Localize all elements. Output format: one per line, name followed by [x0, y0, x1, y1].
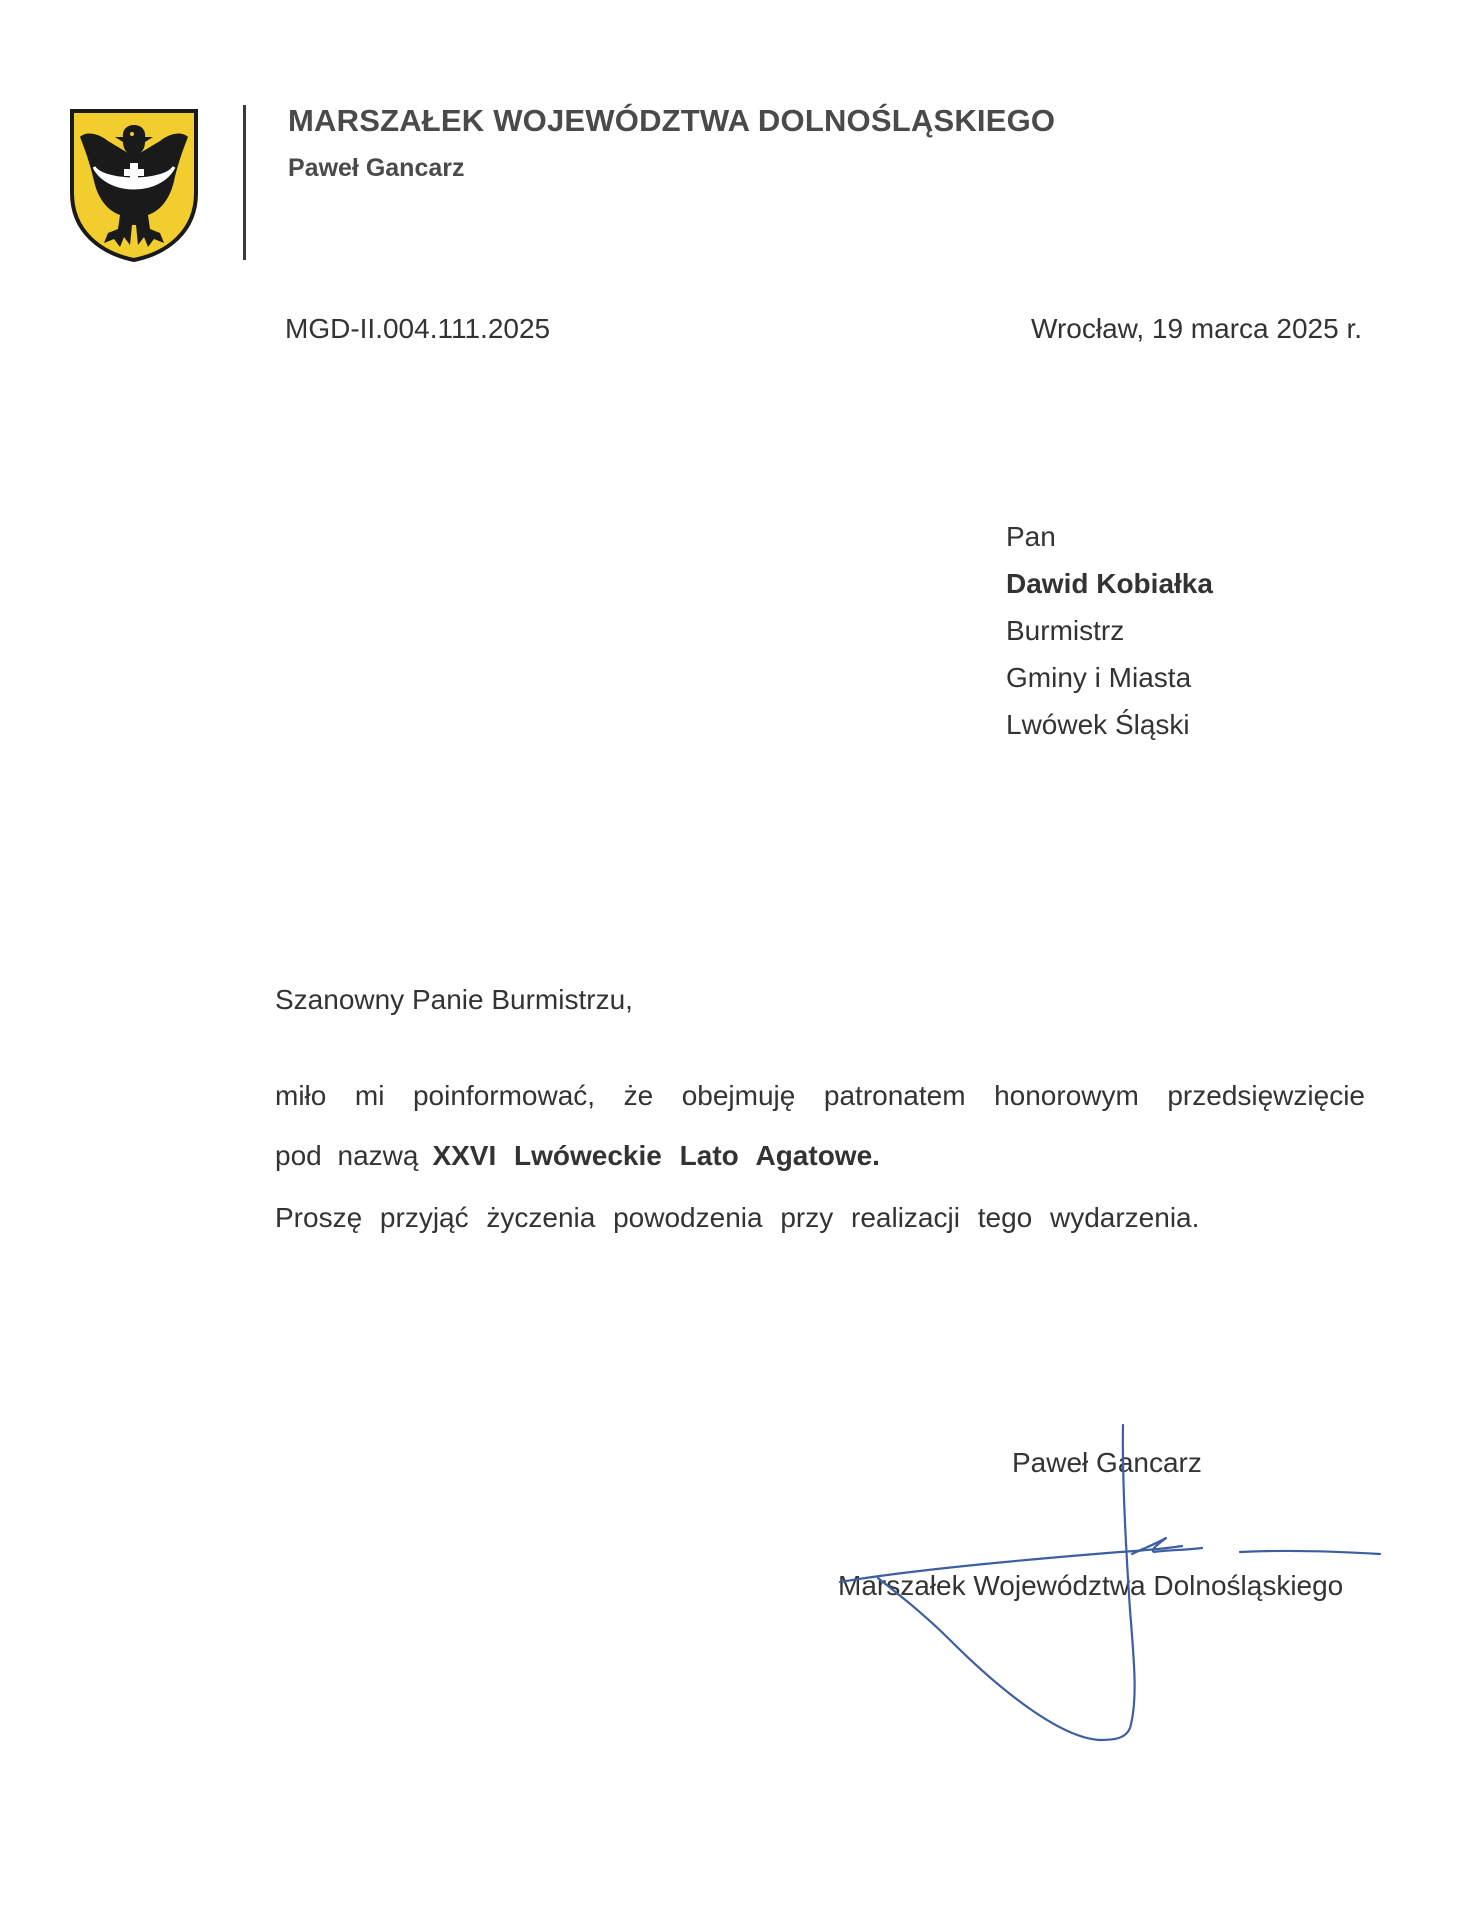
- event-name: XXVI Lwóweckie Lato Agatowe.: [432, 1140, 880, 1171]
- letterhead-name: Paweł Gancarz: [288, 154, 465, 182]
- addressee-block: [1006, 513, 1213, 748]
- addressee-town: Lwówek Śląski: [1006, 709, 1190, 740]
- body-line-1: miło mi poinformować, że obejmuję patronatem honorowym przedsięwzięcie: [275, 1080, 1365, 1111]
- reference-number: MGD-II.004.111.2025: [285, 313, 551, 344]
- addressee-name: Dawid Kobiałka: [1006, 568, 1213, 599]
- letter-salutation: Szanowny Panie Burmistrzu,: [275, 984, 633, 1015]
- letterhead-divider: [243, 105, 246, 260]
- body-line-2: [275, 1140, 1365, 1172]
- lower-silesia-coat-of-arms-icon: [68, 107, 200, 263]
- letter-date: Wrocław, 19 marca 2025 r.: [1031, 313, 1362, 344]
- body-line-2-prefix: pod nazwą: [275, 1140, 419, 1171]
- signature-title: Marszałek Województwa Dolnośląskiego: [838, 1570, 1344, 1601]
- addressee-office: Gminy i Miasta: [1006, 662, 1192, 693]
- addressee-position: Burmistrz: [1006, 615, 1125, 646]
- signature-name: Paweł Gancarz: [1012, 1447, 1202, 1478]
- addressee-salutation-word: Pan: [1006, 521, 1056, 552]
- body-line-3: Proszę przyjąć życzenia powodzenia przy realizacji tego wydarzenia.: [275, 1202, 1200, 1233]
- letterhead-title: MARSZAŁEK WOJEWÓDZTWA DOLNOŚLĄSKIEGO: [288, 103, 1056, 138]
